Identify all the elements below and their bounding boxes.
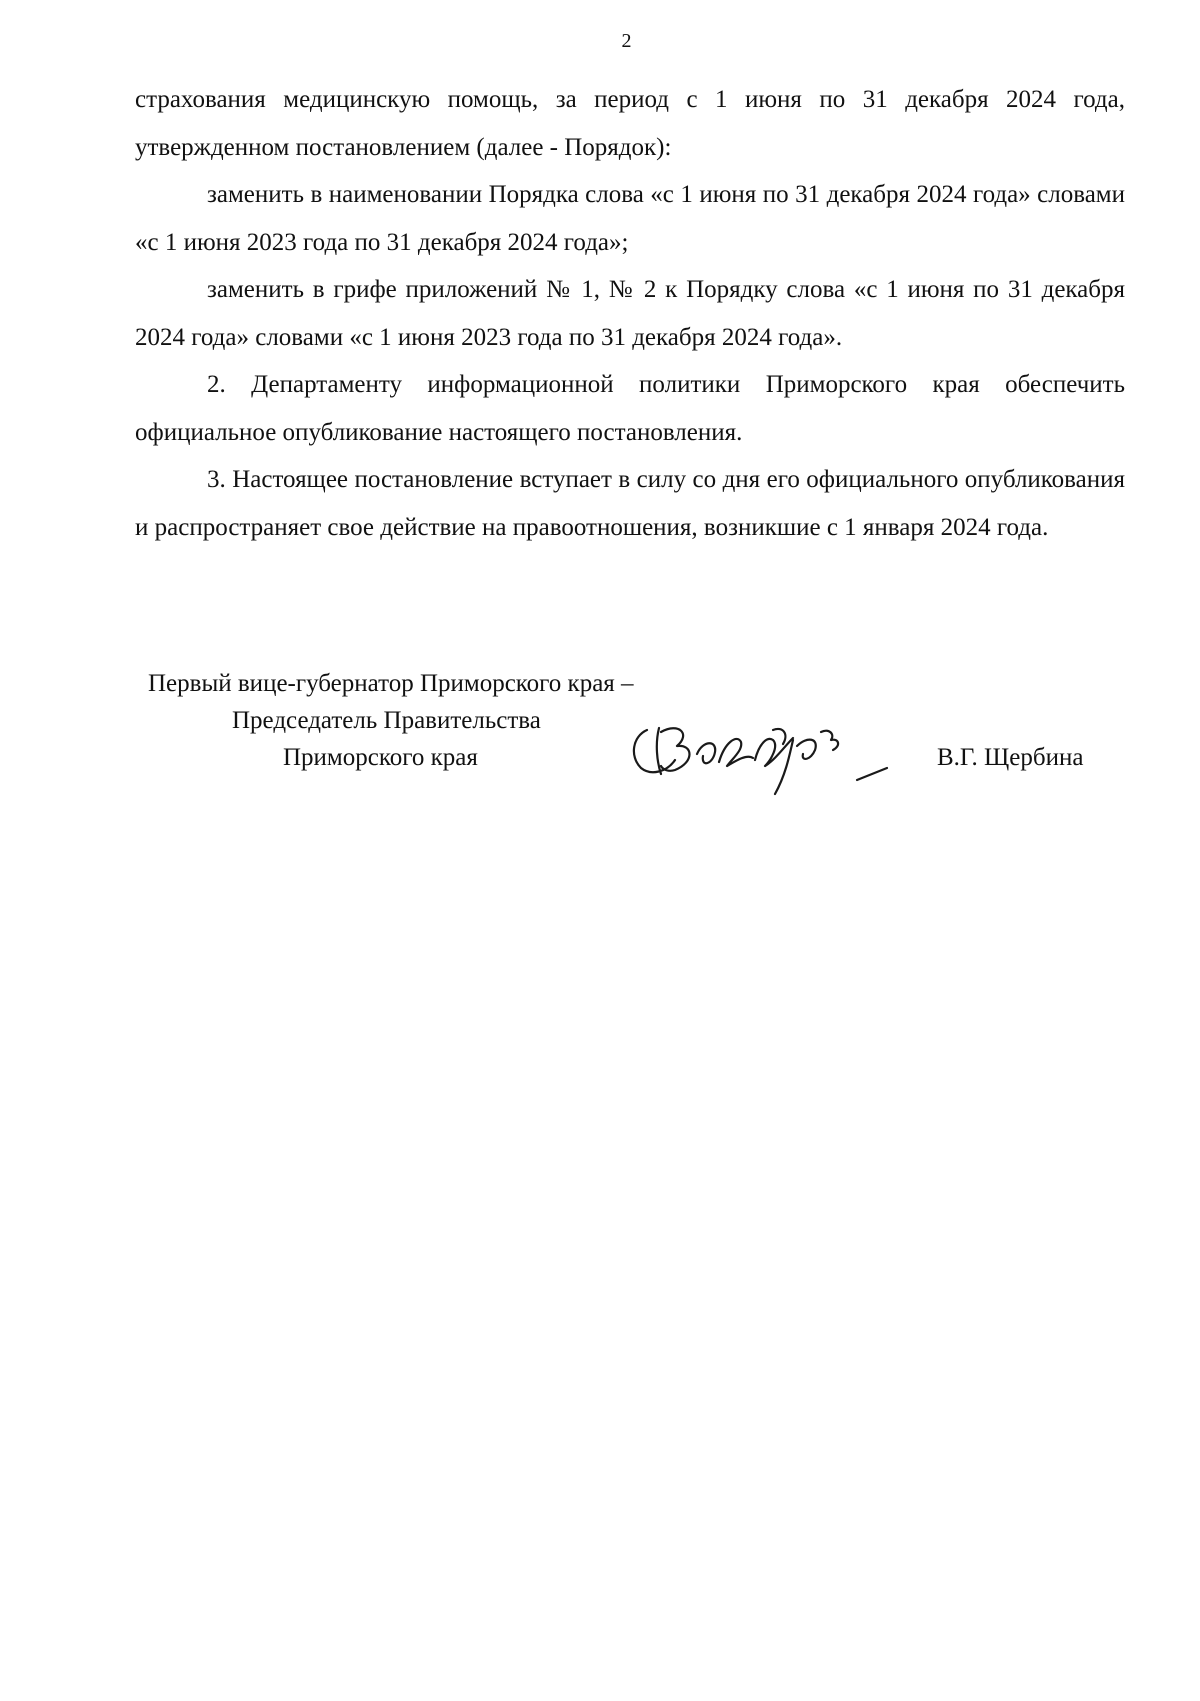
signatory-name: В.Г. Щербина	[937, 744, 1084, 771]
paragraph-replace-appendix: заменить в грифе приложений № 1, № 2 к Порядку слова «с 1 июня по 31 декабря 2024 года» словами «с 1 июня 2023 года по 31 декабря 2024 года».	[135, 276, 1125, 351]
signatory-title-line-1: Первый вице-губернатор Приморского края –	[148, 670, 634, 697]
signature-block	[0, 670, 1200, 810]
document-body	[135, 76, 1125, 551]
signatory-title-line-3: Приморского края	[283, 744, 478, 771]
signatory-title-line-2: Председатель Правительства	[232, 707, 541, 734]
paragraph-replace-title: заменить в наименовании Порядка слова «с 1 июня по 31 декабря 2024 года» словами «с 1 июня 2023 года по 31 декабря 2024 года»;	[135, 181, 1125, 256]
handwritten-signature	[625, 710, 915, 810]
paragraph-item-3: 3. Настоящее постановление вступает в силу со дня его официального опубликования и распространяет свое действие на правоотношения, возникшие с 1 января 2024 года.	[135, 466, 1125, 541]
paragraph-continuation: страхования медицинскую помощь, за период с 1 июня по 31 декабря 2024 года, утвержденном постановлением (далее - Порядок):	[135, 86, 1125, 161]
page-number: 2	[621, 30, 632, 52]
paragraph-item-2: 2. Департаменту информационной политики Приморского края обеспечить официальное опубликование настоящего постановления.	[135, 371, 1125, 446]
